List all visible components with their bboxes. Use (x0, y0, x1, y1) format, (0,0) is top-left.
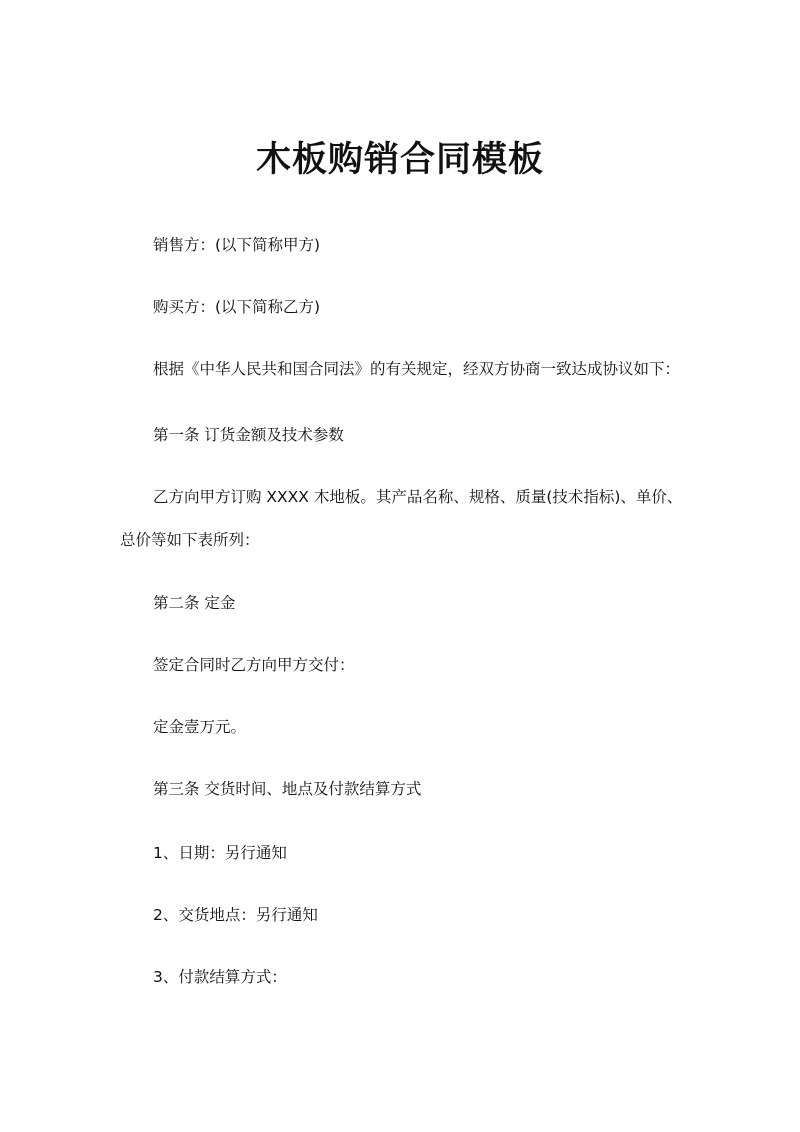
article-1-text-line-1: 乙方向甲方订购 XXXX 木地板。其产品名称、规格、质量(技术指标)、单价、 (153, 488, 683, 506)
buyer-line: 购买方：(以下简称乙方) (153, 298, 321, 316)
article-3-item-2: 2、交货地点：另行通知 (153, 906, 318, 924)
preamble-line: 根据《中华人民共和国合同法》的有关规定，经双方协商一致达成协议如下： (153, 360, 681, 378)
article-3-item-3: 3、付款结算方式： (153, 968, 287, 986)
article-1-text-line-2: 总价等如下表所列： (120, 531, 260, 549)
seller-line: 销售方：(以下简称甲方) (153, 236, 321, 254)
article-3-item-1: 1、日期：另行通知 (153, 844, 287, 862)
article-3-heading: 第三条 交货时间、地点及付款结算方式 (153, 780, 422, 798)
article-2-heading: 第二条 定金 (153, 594, 236, 612)
article-2-text-line-2: 定金壹万元。 (153, 718, 247, 736)
article-2-text-line-1: 签定合同时乙方向甲方交付： (153, 656, 355, 674)
article-1-heading: 第一条 订货金额及技术参数 (153, 426, 344, 444)
document-title: 木板购销合同模板 (255, 140, 544, 180)
